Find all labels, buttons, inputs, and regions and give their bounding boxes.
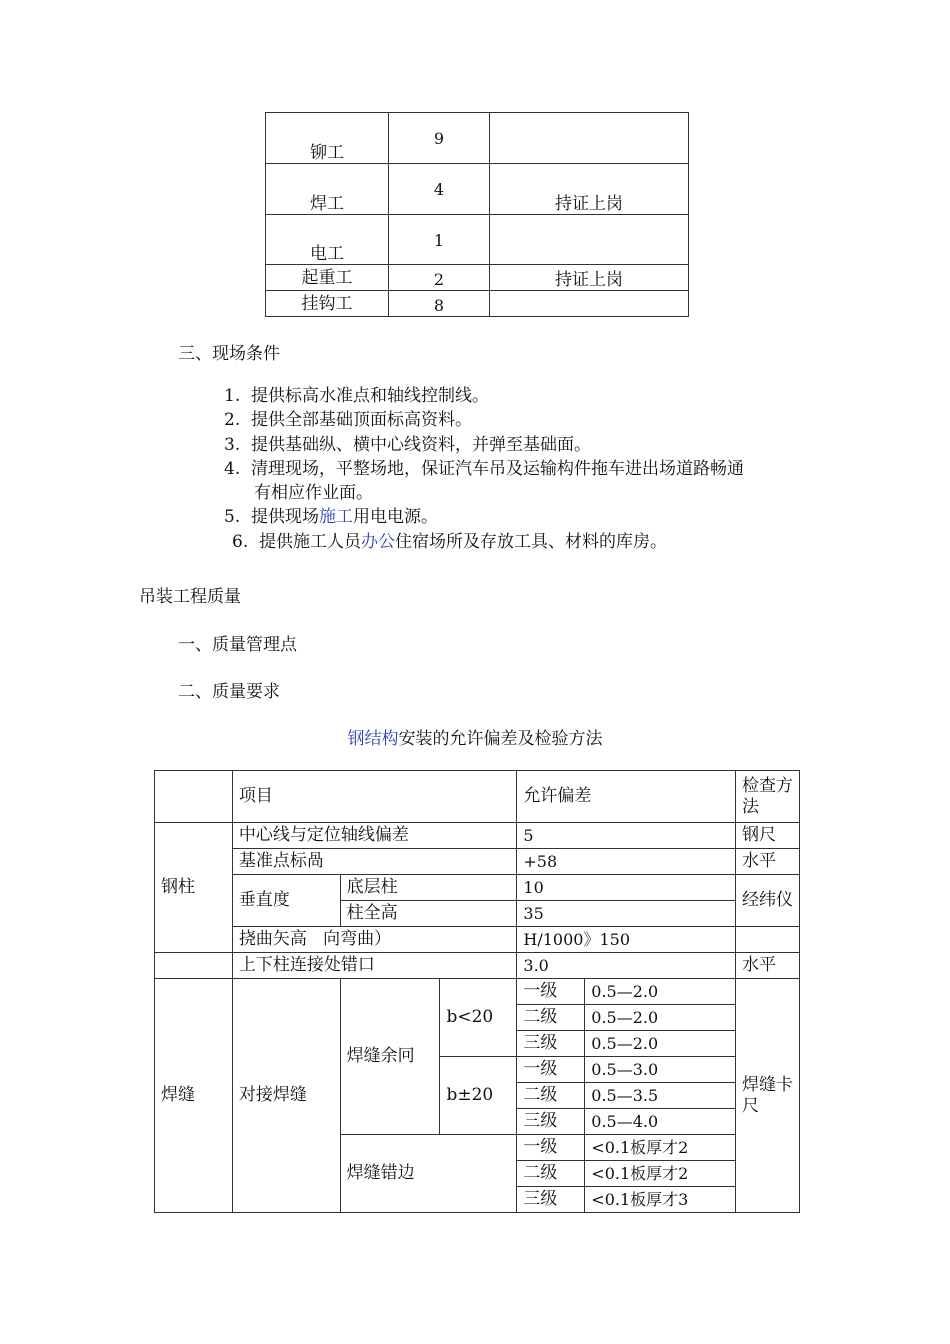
- item-text: 住宿场所及存放工具、材料的库房。: [395, 531, 668, 552]
- value-cell: 0.5—2.0: [585, 1005, 736, 1031]
- item-number: 6.: [232, 531, 249, 552]
- sub-item-cell: 柱全高: [340, 901, 517, 927]
- grade-cell: 三级: [517, 1187, 585, 1213]
- worker-count: 8: [389, 291, 490, 317]
- value-cell: 5: [517, 823, 736, 849]
- table-row: [266, 291, 689, 317]
- header-tolerance: 允许偏差: [517, 771, 736, 823]
- worker-count: 1: [389, 215, 490, 265]
- worker-count: 2: [389, 265, 490, 291]
- table-row: [155, 979, 800, 1005]
- sub-item-cell: 底层柱: [340, 875, 517, 901]
- item-number: 4.: [224, 458, 241, 479]
- value-cell: 3.0: [517, 953, 736, 979]
- table-title: [0, 724, 950, 749]
- method-cell: 焊缝卡尺: [736, 979, 800, 1213]
- steel-column-label: 钢柱: [155, 823, 233, 953]
- worker-note: 持证上岗: [490, 265, 689, 291]
- b-range: b<20: [440, 979, 517, 1057]
- table-row: [155, 849, 800, 875]
- value-cell: <0.1板厚才2: [585, 1161, 736, 1187]
- table-title-text: 安装的允许偏差及检验方法: [398, 729, 603, 749]
- item-text: 用电电源。: [353, 507, 439, 528]
- value-cell: 0.5—3.0: [585, 1057, 736, 1083]
- value-cell: H/1000》150: [517, 927, 736, 953]
- method-cell: [736, 927, 800, 953]
- list-item: [224, 408, 824, 432]
- table-row: [155, 771, 800, 823]
- table-row: [155, 823, 800, 849]
- worker-note: [490, 113, 689, 164]
- value-cell: +58: [517, 849, 736, 875]
- weld-excess: 焊缝余冋: [340, 979, 440, 1135]
- worker-note: [490, 215, 689, 265]
- value-cell: 0.5—2.0: [585, 1031, 736, 1057]
- office-link[interactable]: 办公: [361, 531, 396, 552]
- table-row: [155, 927, 800, 953]
- worker-name: 起重工: [266, 265, 389, 291]
- header-method: 检查方法: [736, 771, 800, 823]
- grade-cell: 二级: [517, 1005, 585, 1031]
- value-cell: 0.5—3.5: [585, 1083, 736, 1109]
- weld-type: 对接焊缝: [232, 979, 340, 1213]
- weld-label: 焊缝: [155, 979, 233, 1213]
- item-number: 1.: [224, 386, 241, 406]
- list-item: [224, 505, 824, 529]
- bend-direction: 向弯曲）: [323, 929, 392, 949]
- steel-structure-link[interactable]: 钢结构: [347, 729, 399, 749]
- grade-cell: 一级: [517, 1135, 585, 1161]
- item-text: 提供标高水准点和轴线控制线。: [251, 386, 490, 406]
- grade-cell: 三级: [517, 1031, 585, 1057]
- item-cell: 垂直度: [232, 875, 340, 927]
- worker-note: [490, 291, 689, 317]
- quality-requirement-heading: 二、质量要求: [178, 682, 280, 702]
- grade-cell: 二级: [517, 1083, 585, 1109]
- list-item: [224, 433, 824, 457]
- table-row: [155, 953, 800, 979]
- workers-table: [265, 112, 689, 317]
- method-cell: 钢尺: [736, 823, 800, 849]
- item-number: 3.: [224, 434, 241, 455]
- table-row: [266, 113, 689, 164]
- tolerance-table: [154, 770, 800, 1213]
- item-number: 5.: [224, 507, 241, 528]
- item-text: 提供基础纵、横中心线资料，并弹至基础面。: [251, 434, 592, 455]
- value-cell: <0.1板厚才3: [585, 1187, 736, 1213]
- table-row: [266, 265, 689, 291]
- value-cell: 10: [517, 875, 736, 901]
- worker-name: 铆工: [266, 113, 389, 164]
- blank-cell: [155, 953, 233, 979]
- quality-point-heading: 一、质量管理点: [178, 635, 297, 655]
- site-conditions-list: [224, 384, 824, 554]
- worker-name: 焊工: [266, 164, 389, 215]
- worker-name: 电工: [266, 215, 389, 265]
- worker-count: 9: [389, 113, 490, 164]
- table-row: [266, 164, 689, 215]
- item-cell: [232, 927, 517, 953]
- list-item: [224, 530, 824, 554]
- worker-count: 4: [389, 164, 490, 215]
- value-cell: <0.1板厚才2: [585, 1135, 736, 1161]
- value-cell: 0.5—2.0: [585, 979, 736, 1005]
- item-cell: 中心线与定位轴线偏差: [232, 823, 517, 849]
- header-blank: [155, 771, 233, 823]
- item-number: 2.: [224, 410, 241, 431]
- item-text: 提供施工人员: [259, 531, 362, 552]
- weld-offset: 焊缝错边: [340, 1135, 517, 1213]
- table-row: [266, 215, 689, 265]
- worker-note: 持证上岗: [490, 164, 689, 215]
- item-text: 提供现场: [251, 507, 320, 528]
- item-text: 提供全部基础顶面标高资料。: [251, 410, 473, 431]
- list-item-continuation: 有相应作业面。: [254, 483, 373, 504]
- item-cell: 基准点标咼: [232, 849, 517, 875]
- item-text: 清理现场，平整场地，保证汽车吊及运输构件拖车进出场道路畅通: [251, 458, 745, 479]
- construction-link[interactable]: 施工: [319, 507, 354, 528]
- grade-cell: 三级: [517, 1109, 585, 1135]
- grade-cell: 一级: [517, 979, 585, 1005]
- grade-cell: 一级: [517, 1057, 585, 1083]
- method-cell: 水平: [736, 953, 800, 979]
- table-row: [155, 875, 800, 901]
- list-item: [224, 384, 824, 408]
- worker-name: 挂钩工: [266, 291, 389, 317]
- item-cell: 上下柱连接处错口: [232, 953, 517, 979]
- bend-label: 挠曲矢高: [238, 929, 307, 949]
- b-range: b±20: [440, 1057, 517, 1135]
- value-cell: 0.5—4.0: [585, 1109, 736, 1135]
- value-cell: 35: [517, 901, 736, 927]
- method-cell: 经纬仪: [736, 875, 800, 927]
- list-item: [224, 457, 824, 481]
- header-item: 项目: [232, 771, 517, 823]
- quality-title: 吊装工程质量: [139, 587, 241, 607]
- method-cell: 水平: [736, 849, 800, 875]
- site-conditions-heading: 三、现场条件: [178, 344, 280, 364]
- grade-cell: 二级: [517, 1161, 585, 1187]
